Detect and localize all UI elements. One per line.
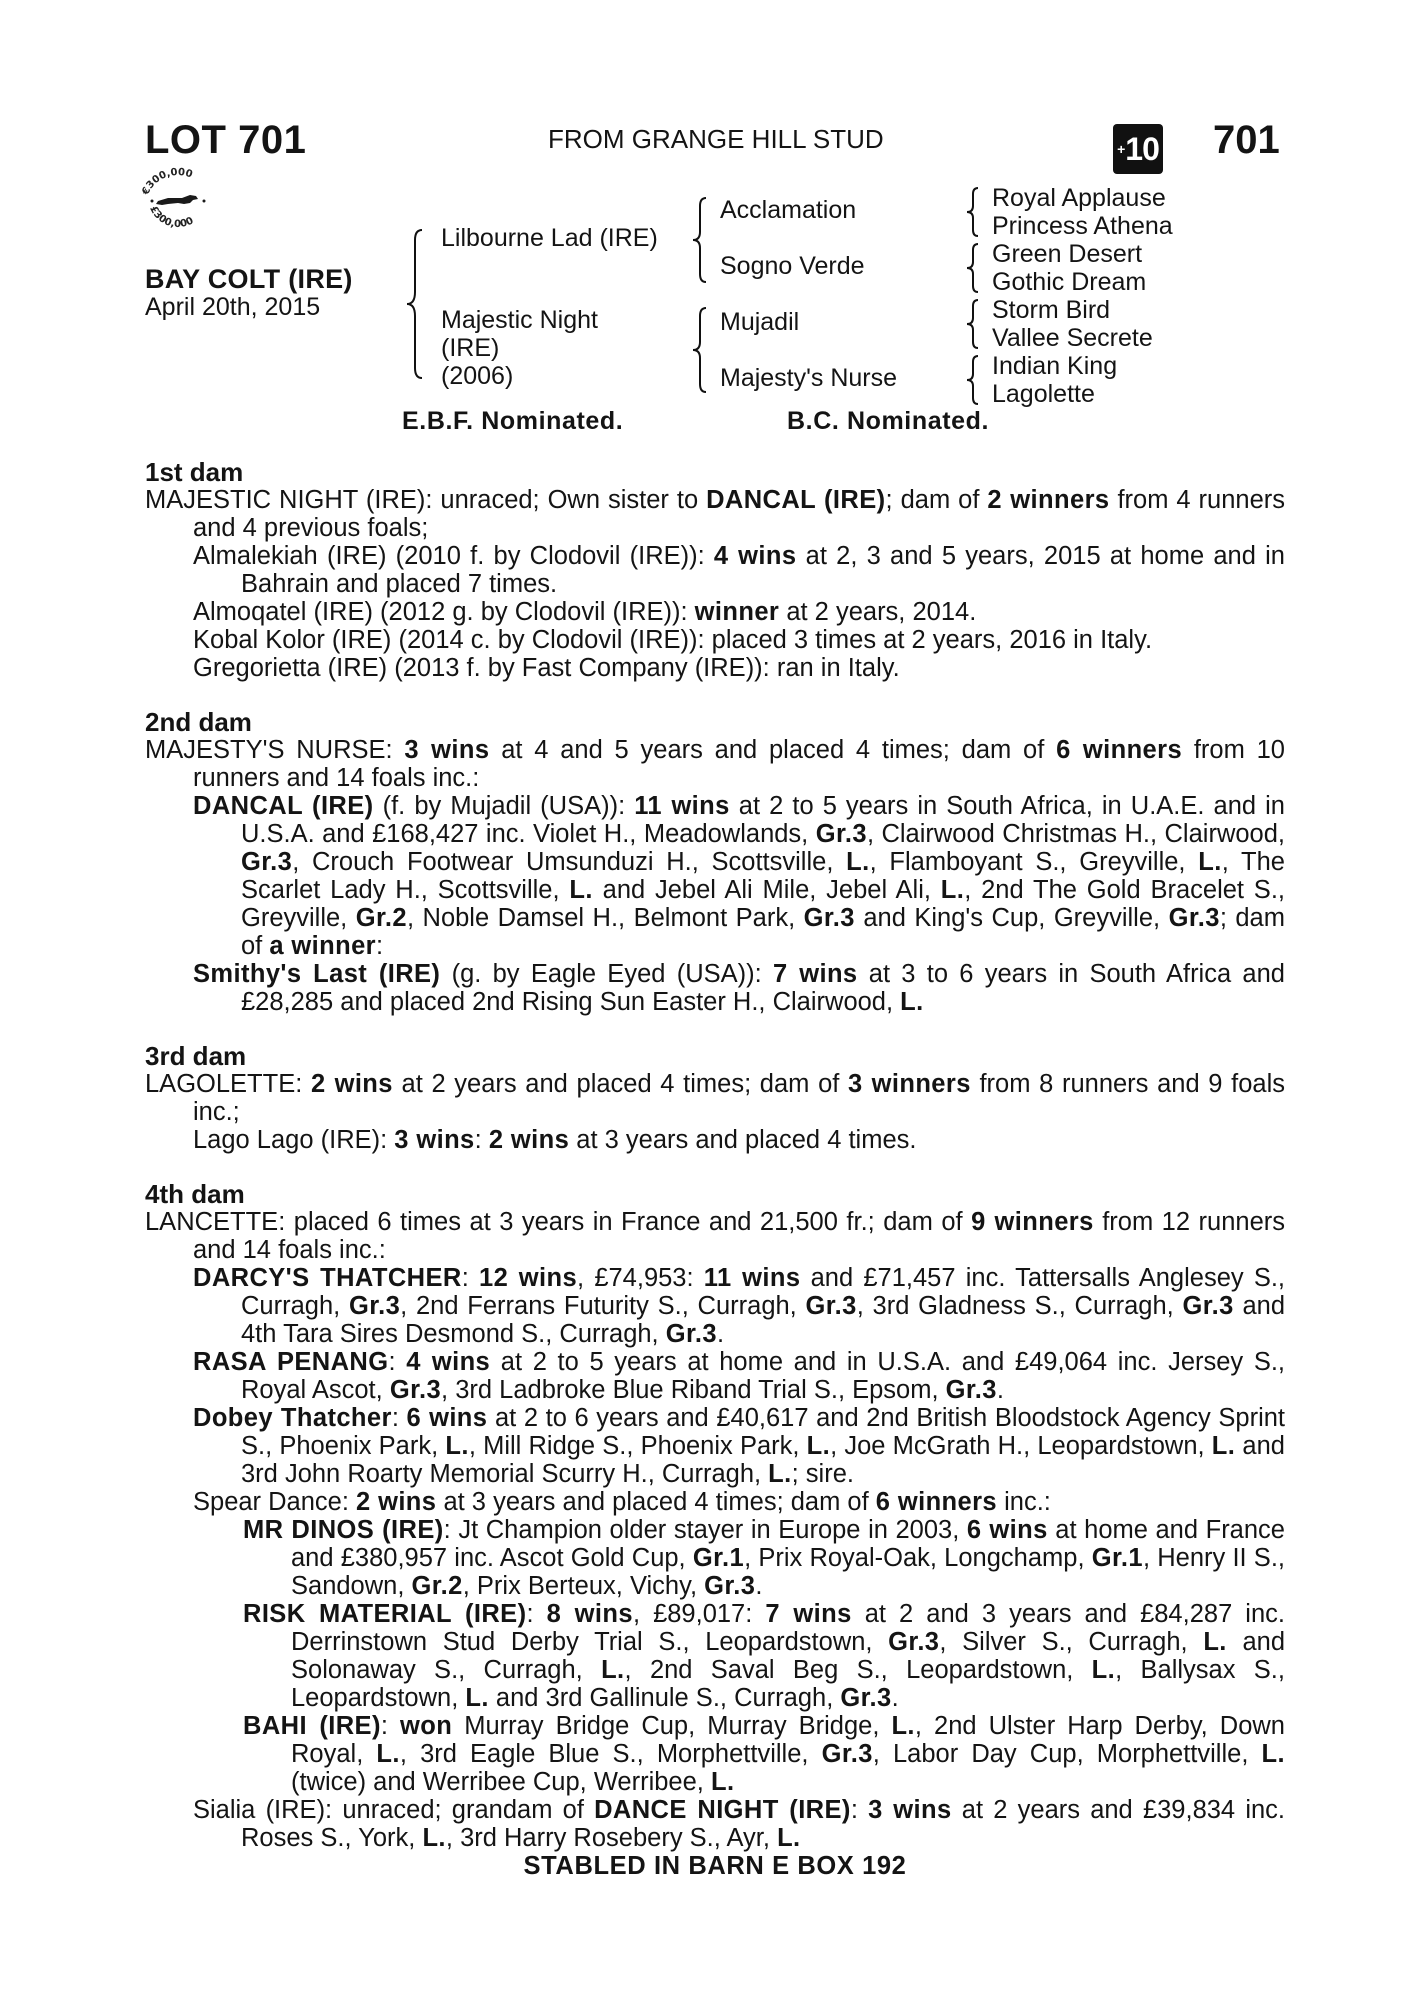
bold-text: 3 winners [848,1070,971,1098]
text-run: , Silver S., Curragh, [939,1628,1204,1656]
section-title-2nd-dam: 2nd dam [145,707,252,737]
dam3-paragraph [145,1070,1285,1126]
bold-text: Gr.3 [389,1376,442,1404]
produce-bahi [145,1712,1285,1796]
section-title-3rd-dam: 3rd dam [145,1041,247,1071]
lot-label: LOT 701 [145,118,307,162]
text-run: , 2nd The Gold Bracelet S., Greyville, [241,876,1285,932]
text-run: Almoqatel (IRE) (2012 g. by Clodovil (IRE)): [193,598,695,626]
text-run: . [716,1320,725,1348]
produce-almalekiah [145,542,1285,598]
bold-text: DANCAL (IRE) [193,792,374,820]
brace-sire [690,196,710,284]
text-run: , £89,017: [632,1600,766,1628]
text-run: , 2nd Ulster Harp Derby, Down Royal, [291,1712,1285,1768]
bold-text: 2 wins [488,1126,570,1154]
text-run: at 2 years and £39,834 inc. Roses S., York, [241,1796,1286,1852]
bold-text: L. [1198,848,1222,876]
text-run: from 4 runners and 4 previous foals; [193,486,1285,542]
text-run: , 3rd Eagle Blue S., Morphettville, [399,1740,822,1768]
produce-darcys-thatcher [145,1264,1285,1348]
produce-smithys-last [145,960,1285,1016]
bold-text: DARCY'S THATCHER [193,1264,462,1292]
bold-text: L. [1203,1628,1227,1656]
bold-text: 2 winners [987,486,1110,514]
g3-lagolette: Lagolette [992,380,1095,408]
dam2-paragraph [145,736,1285,792]
dam-name-line3: (2006) [441,362,514,390]
text-run: at 2 to 5 years in South Africa, in U.A.E. and in U.S.A. and £168,427 inc. Violet H., Meadowlands, [241,792,1285,848]
dam4-paragraph [145,1208,1285,1264]
bold-text: 8 wins [546,1600,633,1628]
bold-text: L. [940,876,965,904]
text-run: , 2nd Saval Beg S., Leopardstown, [624,1656,1092,1684]
bold-text: L. [376,1740,400,1768]
text-run: : [474,1126,489,1154]
bold-text: Gr.3 [821,1740,873,1768]
produce-dobey-thatcher [145,1404,1285,1488]
text-run: LAGOLETTE: [145,1070,311,1098]
text-run: , Flamboyant S., Greyville, [869,848,1199,876]
bold-text: Gr.3 [805,1292,857,1320]
g3-indian-king: Indian King [992,352,1118,380]
dam-sire: Mujadil [720,308,800,336]
bold-text: Dobey Thatcher [193,1404,392,1432]
bold-text: L. [777,1824,801,1852]
text-run: , Crouch Footwear Umsunduzi H., Scottsville, [292,848,847,876]
produce-gregorietta: Gregorietta (IRE) (2013 f. by Fast Company (IRE)): ran in Italy. [193,654,900,682]
text-run: , Labor Day Cup, Morphettville, [872,1740,1262,1768]
text-run: at home and France and £380,957 inc. Ascot Gold Cup, [291,1516,1285,1572]
bold-text: L. [891,1712,915,1740]
text-run: : [526,1600,547,1628]
text-run: . [755,1572,763,1600]
text-run: at 2, 3 and 5 years, 2015 at home and in Bahrain and placed 7 times. [241,542,1285,598]
produce-rasa-penang [145,1348,1285,1404]
text-run: Almalekiah (IRE) (2010 f. by Clodovil (IRE)): [193,542,714,570]
text-run: : [376,932,384,960]
seal-text-top: €300,000 [140,166,194,197]
bold-text: L. [806,1432,831,1460]
sire-sire: Acclamation [720,196,857,224]
g3-green-desert: Green Desert [992,240,1143,268]
lot-badge [1113,124,1163,174]
bold-text: L. [465,1684,489,1712]
text-run: (g. by Eagle Eyed (USA)): [440,960,773,988]
text-run: , 2nd Ferrans Futurity S., Curragh, [400,1292,806,1320]
sire-name: Lilbourne Lad (IRE) [441,224,658,252]
text-run: ; dam of [885,486,988,514]
bold-text: 6 wins [406,1404,488,1432]
section-title-4th-dam: 4th dam [145,1179,245,1209]
bold-text: Gr.3 [815,820,867,848]
bold-text: 4 wins [406,1348,491,1376]
bold-text: Gr.3 [888,1628,940,1656]
section-title-1st-dam: 1st dam [145,457,244,487]
text-run: : [380,1712,400,1740]
bold-text: L. [445,1432,469,1460]
bold-text: winner [694,598,780,626]
catalogue-body [145,458,1285,1880]
text-run: at 2 and 3 years and £84,287 inc. Derrinstown Stud Derby Trial S., Leopardstown, [291,1600,1285,1656]
bold-text: 11 wins [634,792,730,820]
foaling-date: April 20th, 2015 [145,293,321,321]
bold-text: L. [710,1768,735,1796]
lot-number: 701 [1213,118,1280,162]
text-run: at 3 years and placed 4 times. [569,1126,917,1154]
text-run: at 2 to 6 years and £40,617 and 2nd British Bloodstock Agency Sprint S., Phoenix Park, [241,1404,1285,1460]
text-run: , Prix Berteux, Vichy, [462,1572,705,1600]
text-run: at 2 years, 2014. [779,598,977,626]
text-run: , Clairwood Christmas H., Clairwood, [866,820,1285,848]
dam-name-line2: (IRE) [441,334,500,362]
brace-main [402,228,426,380]
text-run: ; sire. [791,1460,854,1488]
brace-g3-4 [964,354,982,406]
text-run: , Noble Damsel H., Belmont Park, [406,904,804,932]
text-run: , Henry II S., Sandown, [291,1544,1285,1600]
bold-text: Gr.3 [241,848,293,876]
text-run: , Joe McGrath H., Leopardstown, [830,1432,1212,1460]
text-run: at 2 to 5 years at home and in U.S.A. and £49,064 inc. Jersey S., Royal Ascot, [241,1348,1286,1404]
text-run: : Jt Champion older stayer in Europe in 2003, [443,1516,967,1544]
bold-text: Gr.3 [840,1684,892,1712]
text-run: Spear Dance: [193,1488,357,1516]
bold-text: 6 wins [966,1516,1048,1544]
bold-text: 3 wins [404,736,490,764]
produce-almoqatel [145,598,1285,626]
text-run: MAJESTY'S NURSE: [145,736,405,764]
bold-text: L. [1211,1432,1236,1460]
bold-text: Gr.3 [803,904,855,932]
text-run: (twice) and Werribee Cup, Werribee, [291,1768,711,1796]
bold-text: Gr.3 [704,1572,756,1600]
bold-text: 3 wins [394,1126,475,1154]
sire-dam: Sogno Verde [720,252,865,280]
text-run: and 3rd John Roarty Memorial Scurry H., Curragh, [241,1432,1285,1488]
bold-text: MR DINOS (IRE) [243,1516,444,1544]
text-run: , Prix Royal-Oak, Longchamp, [744,1544,1092,1572]
bold-text: 9 winners [971,1208,1094,1236]
bold-text: won [399,1712,453,1740]
brace-dam [690,306,710,394]
badge-text: 10 [1125,130,1159,167]
bold-text: 3 wins [868,1796,952,1824]
text-run: and 3rd Gallinule S., Curragh, [488,1684,841,1712]
bc-nomination: B.C. Nominated. [787,407,990,435]
badge-mark: + [1117,141,1125,157]
text-run: , 3rd Harry Rosebery S., Ayr, [445,1824,778,1852]
horse-seal-icon [138,165,218,237]
bold-text: L. [768,1460,792,1488]
text-run: : [391,1404,407,1432]
bold-text: Gr.3 [945,1376,997,1404]
bold-text: Gr.3 [348,1292,401,1320]
bold-text: Gr.3 [1168,904,1220,932]
produce-lago-lago [145,1126,1285,1154]
bold-text: 2 wins [310,1070,393,1098]
produce-risk-material [145,1600,1285,1712]
g3-royal-applause: Royal Applause [992,184,1166,212]
bold-text: L. [846,848,870,876]
text-run: Sialia (IRE): unraced; grandam of [193,1796,595,1824]
text-run: and Jebel Ali Mile, Jebel Ali, [592,876,941,904]
horse-description: BAY COLT (IRE) [145,264,353,294]
dam-dam: Majesty's Nurse [720,364,898,392]
produce-spear-dance [145,1488,1285,1516]
bold-text: L. [601,1656,625,1684]
text-run: at 3 years and placed 4 times; dam of [436,1488,876,1516]
g3-gothic-dream: Gothic Dream [992,268,1147,296]
bold-text: DANCE NIGHT (IRE) [594,1796,851,1824]
text-run: inc.: [997,1488,1051,1516]
g3-storm-bird: Storm Bird [992,296,1111,324]
text-run: from 8 runners and 9 foals inc.; [193,1070,1285,1126]
bold-text: RISK MATERIAL (IRE) [243,1600,527,1628]
bold-text: BAHI (IRE) [243,1712,381,1740]
bold-text: 12 wins [478,1264,578,1292]
bold-text: L. [422,1824,446,1852]
text-run: . [996,1376,1004,1404]
bold-text: 7 wins [765,1600,852,1628]
text-run: . [891,1684,899,1712]
bold-text: 4 wins [713,542,797,570]
bold-text: Gr.2 [355,904,407,932]
text-run: , 3rd Ladbroke Blue Riband Trial S., Epsom, [441,1376,946,1404]
bold-text: 7 wins [772,960,858,988]
bold-text: Smithy's Last (IRE) [193,960,441,988]
stabling-info: STABLED IN BARN E BOX 192 [523,1852,907,1880]
brace-g3-3 [964,298,982,350]
brace-g3-1 [964,186,982,238]
bold-text: Gr.1 [692,1544,745,1572]
text-run: ; dam of [241,904,1285,960]
bold-text: L. [569,876,593,904]
bold-text: Gr.3 [665,1320,717,1348]
dam1-paragraph [145,486,1285,542]
bold-text: a winner [269,932,377,960]
bold-text: Gr.1 [1091,1544,1143,1572]
text-run: at 2 years and placed 4 times; dam of [392,1070,848,1098]
g3-princess-athena: Princess Athena [992,212,1173,240]
bold-text: Gr.3 [1182,1292,1234,1320]
text-run: MAJESTIC NIGHT (IRE): unraced; Own sister to [145,486,707,514]
bold-text: L. [900,988,924,1016]
bold-text: DANCAL (IRE) [706,486,886,514]
bold-text: 11 wins [703,1264,801,1292]
text-run: Murray Bridge Cup, Murray Bridge, [452,1712,892,1740]
bold-text: RASA PENANG [193,1348,389,1376]
text-run: , Mill Ridge S., Phoenix Park, [468,1432,807,1460]
produce-kobal-kolor: Kobal Kolor (IRE) (2014 c. by Clodovil (IRE)): placed 3 times at 2 years, 2016 in Italy. [193,626,1153,654]
g3-vallee-secrete: Vallee Secrete [992,324,1153,352]
brace-g3-2 [964,242,982,294]
produce-dancal [145,792,1285,960]
text-run: at 3 to 6 years in South Africa and £28,285 and placed 2nd Rising Sun Easter H., Clairwood, [241,960,1285,1016]
text-run: : [850,1796,869,1824]
bold-text: 6 winners [875,1488,998,1516]
text-run: at 4 and 5 years and placed 4 times; dam of [489,736,1057,764]
dam-name-line1: Majestic Night [441,306,598,334]
text-run: from 10 runners and 14 foals inc.: [193,736,1285,792]
text-run: and £71,457 inc. Tattersalls Anglesey S., Curragh, [241,1264,1286,1320]
produce-sialia [145,1796,1285,1852]
consignor: FROM GRANGE HILL STUD [548,124,884,154]
text-run: : [461,1264,479,1292]
bold-text: 2 wins [356,1488,437,1516]
text-run: and 4th Tara Sires Desmond S., Curragh, [241,1292,1286,1348]
text-run: and Solonaway S., Curragh, [291,1628,1285,1684]
bold-text: 6 winners [1056,736,1183,764]
bold-text: Gr.2 [411,1572,463,1600]
text-run: LANCETTE: placed 6 times at 3 years in France and 21,500 fr.; dam of [145,1208,972,1236]
text-run: , £74,953: [577,1264,704,1292]
ebf-nomination: E.B.F. Nominated. [402,407,624,435]
text-run: from 12 runners and 14 foals inc.: [193,1208,1285,1264]
text-run: Lago Lago (IRE): [193,1126,395,1154]
bold-text: L. [1261,1740,1285,1768]
text-run: , 3rd Gladness S., Curragh, [856,1292,1183,1320]
text-run: , Ballysax S., Leopardstown, [291,1656,1285,1712]
text-run: (f. by Mujadil (USA)): [373,792,635,820]
text-run: and King's Cup, Greyville, [854,904,1169,932]
bold-text: L. [1091,1656,1116,1684]
text-run: : [388,1348,407,1376]
text-run: , The Scarlet Lady H., Scottsville, [241,848,1285,904]
seal-text-bottom: £300,000 [147,204,196,231]
produce-mr-dinos [145,1516,1285,1600]
